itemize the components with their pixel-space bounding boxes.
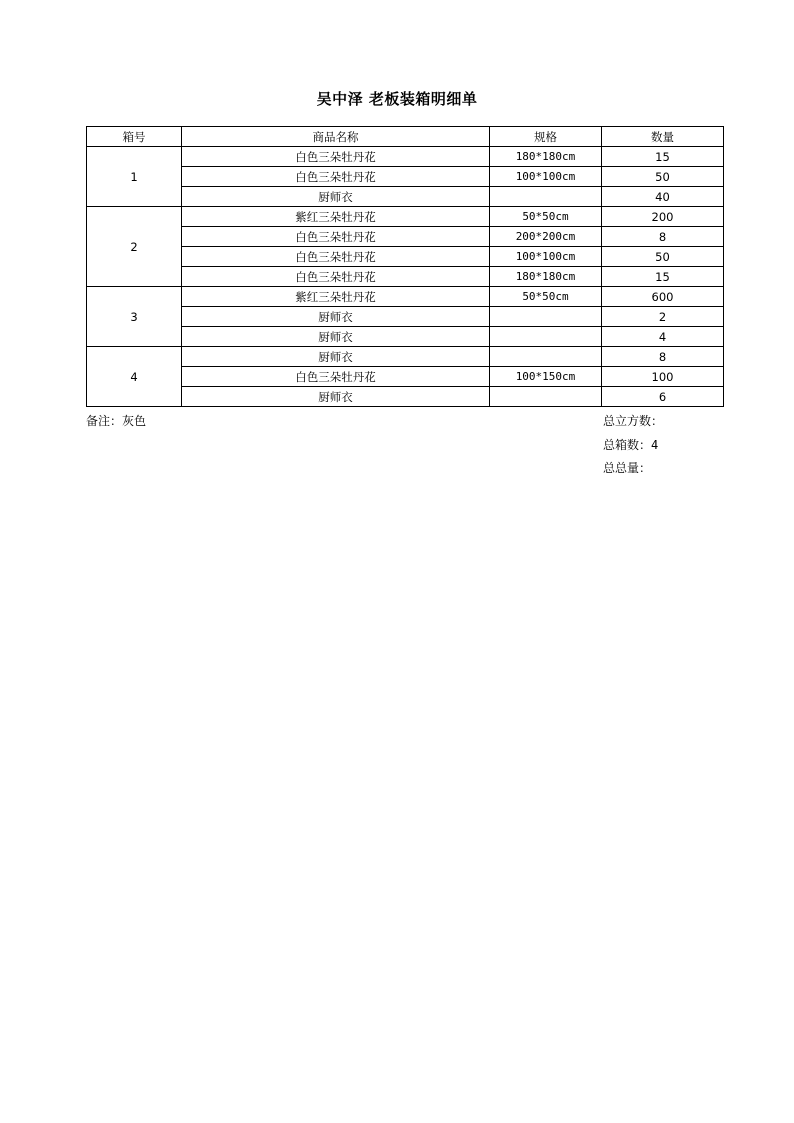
quantity-cell: 4 xyxy=(602,327,724,347)
product-name-cell: 白色三朵牡丹花 xyxy=(182,247,490,267)
product-name-cell: 白色三朵牡丹花 xyxy=(182,267,490,287)
product-name-cell: 厨师衣 xyxy=(182,347,490,367)
product-name-cell: 紫红三朵牡丹花 xyxy=(182,287,490,307)
total-volume xyxy=(603,410,663,434)
quantity-cell: 50 xyxy=(602,167,724,187)
header-box-no: 箱号 xyxy=(87,127,182,147)
header-quantity: 数量 xyxy=(602,127,724,147)
spec-cell xyxy=(490,307,602,327)
quantity-cell: 8 xyxy=(602,227,724,247)
spec-cell: 180*180cm xyxy=(490,147,602,167)
product-name-cell: 厨师衣 xyxy=(182,307,490,327)
spec-cell: 100*100cm xyxy=(490,247,602,267)
table-row xyxy=(87,207,724,227)
table-row xyxy=(87,287,724,307)
product-name-cell: 厨师衣 xyxy=(182,187,490,207)
box-number-cell: 4 xyxy=(87,347,182,407)
spec-cell xyxy=(490,187,602,207)
spec-cell: 50*50cm xyxy=(490,207,602,227)
product-name-cell: 白色三朵牡丹花 xyxy=(182,367,490,387)
total-boxes-value: 4 xyxy=(651,437,659,452)
header-product-name: 商品名称 xyxy=(182,127,490,147)
quantity-cell: 600 xyxy=(602,287,724,307)
total-boxes xyxy=(603,434,663,458)
table-row xyxy=(87,327,724,347)
quantity-cell: 50 xyxy=(602,247,724,267)
quantity-cell: 15 xyxy=(602,147,724,167)
quantity-cell: 200 xyxy=(602,207,724,227)
total-quantity-label: 总总量： xyxy=(603,461,652,475)
remark-note: 备注：灰色 xyxy=(86,414,147,428)
spec-cell xyxy=(490,387,602,407)
table-row xyxy=(87,247,724,267)
table-row xyxy=(87,367,724,387)
table-row xyxy=(87,267,724,287)
table-row xyxy=(87,387,724,407)
table-row xyxy=(87,187,724,207)
product-name-cell: 紫红三朵牡丹花 xyxy=(182,207,490,227)
quantity-cell: 2 xyxy=(602,307,724,327)
quantity-cell: 100 xyxy=(602,367,724,387)
header-spec: 规格 xyxy=(490,127,602,147)
product-name-cell: 厨师衣 xyxy=(182,327,490,347)
spec-cell: 200*200cm xyxy=(490,227,602,247)
product-name-cell: 白色三朵牡丹花 xyxy=(182,167,490,187)
spec-cell: 100*150cm xyxy=(490,367,602,387)
packing-list-table xyxy=(86,126,724,407)
total-boxes-label: 总箱数： xyxy=(603,437,652,452)
table-header-row xyxy=(87,127,724,147)
spec-cell: 100*100cm xyxy=(490,167,602,187)
box-number-cell: 2 xyxy=(87,207,182,287)
product-name-cell: 厨师衣 xyxy=(182,387,490,407)
box-number-cell: 1 xyxy=(87,147,182,207)
box-number-cell: 3 xyxy=(87,287,182,347)
spec-cell xyxy=(490,327,602,347)
totals-summary xyxy=(603,410,663,481)
total-quantity xyxy=(603,457,663,481)
table-row xyxy=(87,167,724,187)
document-title: 吴中泽 老板装箱明细单 xyxy=(316,90,478,108)
table-row xyxy=(87,227,724,247)
table-row xyxy=(87,347,724,367)
quantity-cell: 8 xyxy=(602,347,724,367)
quantity-cell: 40 xyxy=(602,187,724,207)
table-row xyxy=(87,307,724,327)
quantity-cell: 15 xyxy=(602,267,724,287)
table-row xyxy=(87,147,724,167)
spec-cell: 180*180cm xyxy=(490,267,602,287)
product-name-cell: 白色三朵牡丹花 xyxy=(182,147,490,167)
product-name-cell: 白色三朵牡丹花 xyxy=(182,227,490,247)
quantity-cell: 6 xyxy=(602,387,724,407)
spec-cell: 50*50cm xyxy=(490,287,602,307)
total-volume-label: 总立方数： xyxy=(603,414,664,428)
spec-cell xyxy=(490,347,602,367)
